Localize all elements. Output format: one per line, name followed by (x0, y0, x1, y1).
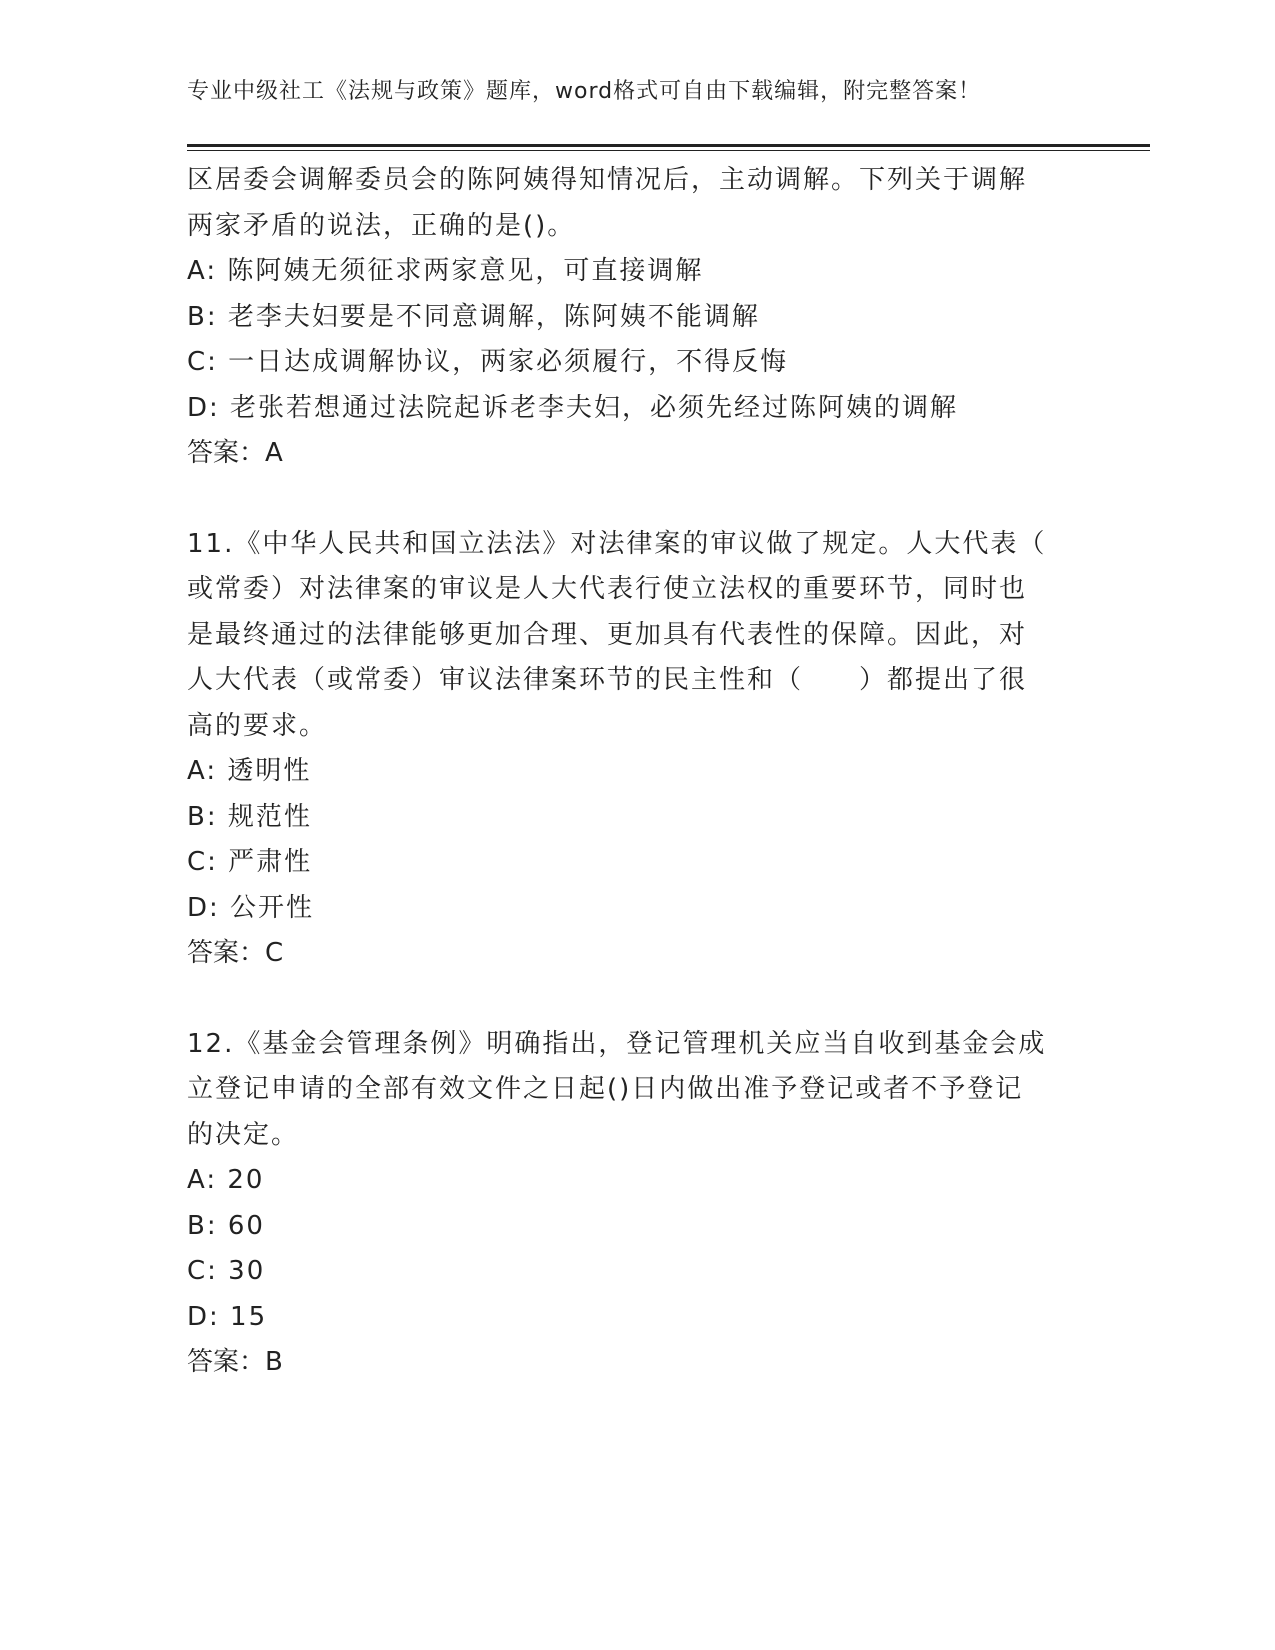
page-header: 专业中级社工《法规与政策》题库，word格式可自由下载编辑，附完整答案！ (187, 79, 982, 104)
question-gap (187, 477, 1087, 522)
question-text-line: 区居委会调解委员会的陈阿姨得知情况后，主动调解。下列关于调解 (187, 165, 1028, 195)
question-text-line: 的决定。 (187, 1119, 300, 1150)
answer-line: 答案：C (187, 938, 284, 968)
header-rule-thick (187, 144, 1150, 147)
question-text-line: 两家矛盾的说法，正确的是()。 (187, 210, 576, 241)
question-text-line: 12.《基金会管理条例》明确指出，登记管理机关应当自收到基金会成 (187, 1028, 1047, 1059)
question-text-line: 高的要求。 (187, 710, 328, 741)
option-d: D: 15 (187, 1301, 268, 1332)
option-c: C: 严肃性 (187, 847, 313, 877)
option-a: A: 透明性 (187, 756, 312, 786)
question-text-line: 立登记申请的全部有效文件之日起()日内做出准予登记或者不予登记 (187, 1074, 1024, 1104)
question-list (187, 158, 1087, 1386)
question-block (187, 158, 1087, 477)
option-b: B: 规范性 (187, 801, 312, 832)
option-d: D: 公开性 (187, 892, 315, 923)
option-b: B: 60 (187, 1210, 265, 1241)
question-gap (187, 977, 1087, 1022)
option-c: C: 一日达成调解协议，两家必须履行，不得反悔 (187, 347, 789, 377)
question-block (187, 522, 1087, 977)
question-text-line: 是最终通过的法律能够更加合理、更加具有代表性的保障。因此，对 (187, 619, 1028, 650)
question-text-line: 人大代表（或常委）审议法律案环节的民主性和（ ）都提出了很 (187, 665, 1028, 695)
answer-line: 答案：B (187, 1347, 283, 1377)
question-text-line: 或常委）对法律案的审议是人大代表行使立法权的重要环节，同时也 (187, 574, 1028, 604)
option-c: C: 30 (187, 1256, 266, 1286)
option-a: A: 20 (187, 1165, 265, 1195)
answer-line: 答案：A (187, 438, 283, 468)
question-block (187, 1022, 1087, 1386)
option-d: D: 老张若想通过法院起诉老李夫妇，必须先经过陈阿姨的调解 (187, 392, 959, 423)
header-rule-thin (187, 150, 1150, 151)
question-text-line: 11.《中华人民共和国立法法》对法律案的审议做了规定。人大代表（ (187, 528, 1047, 559)
option-b: B: 老李夫妇要是不同意调解，陈阿姨不能调解 (187, 301, 760, 332)
option-a: A: 陈阿姨无须征求两家意见，可直接调解 (187, 256, 704, 286)
